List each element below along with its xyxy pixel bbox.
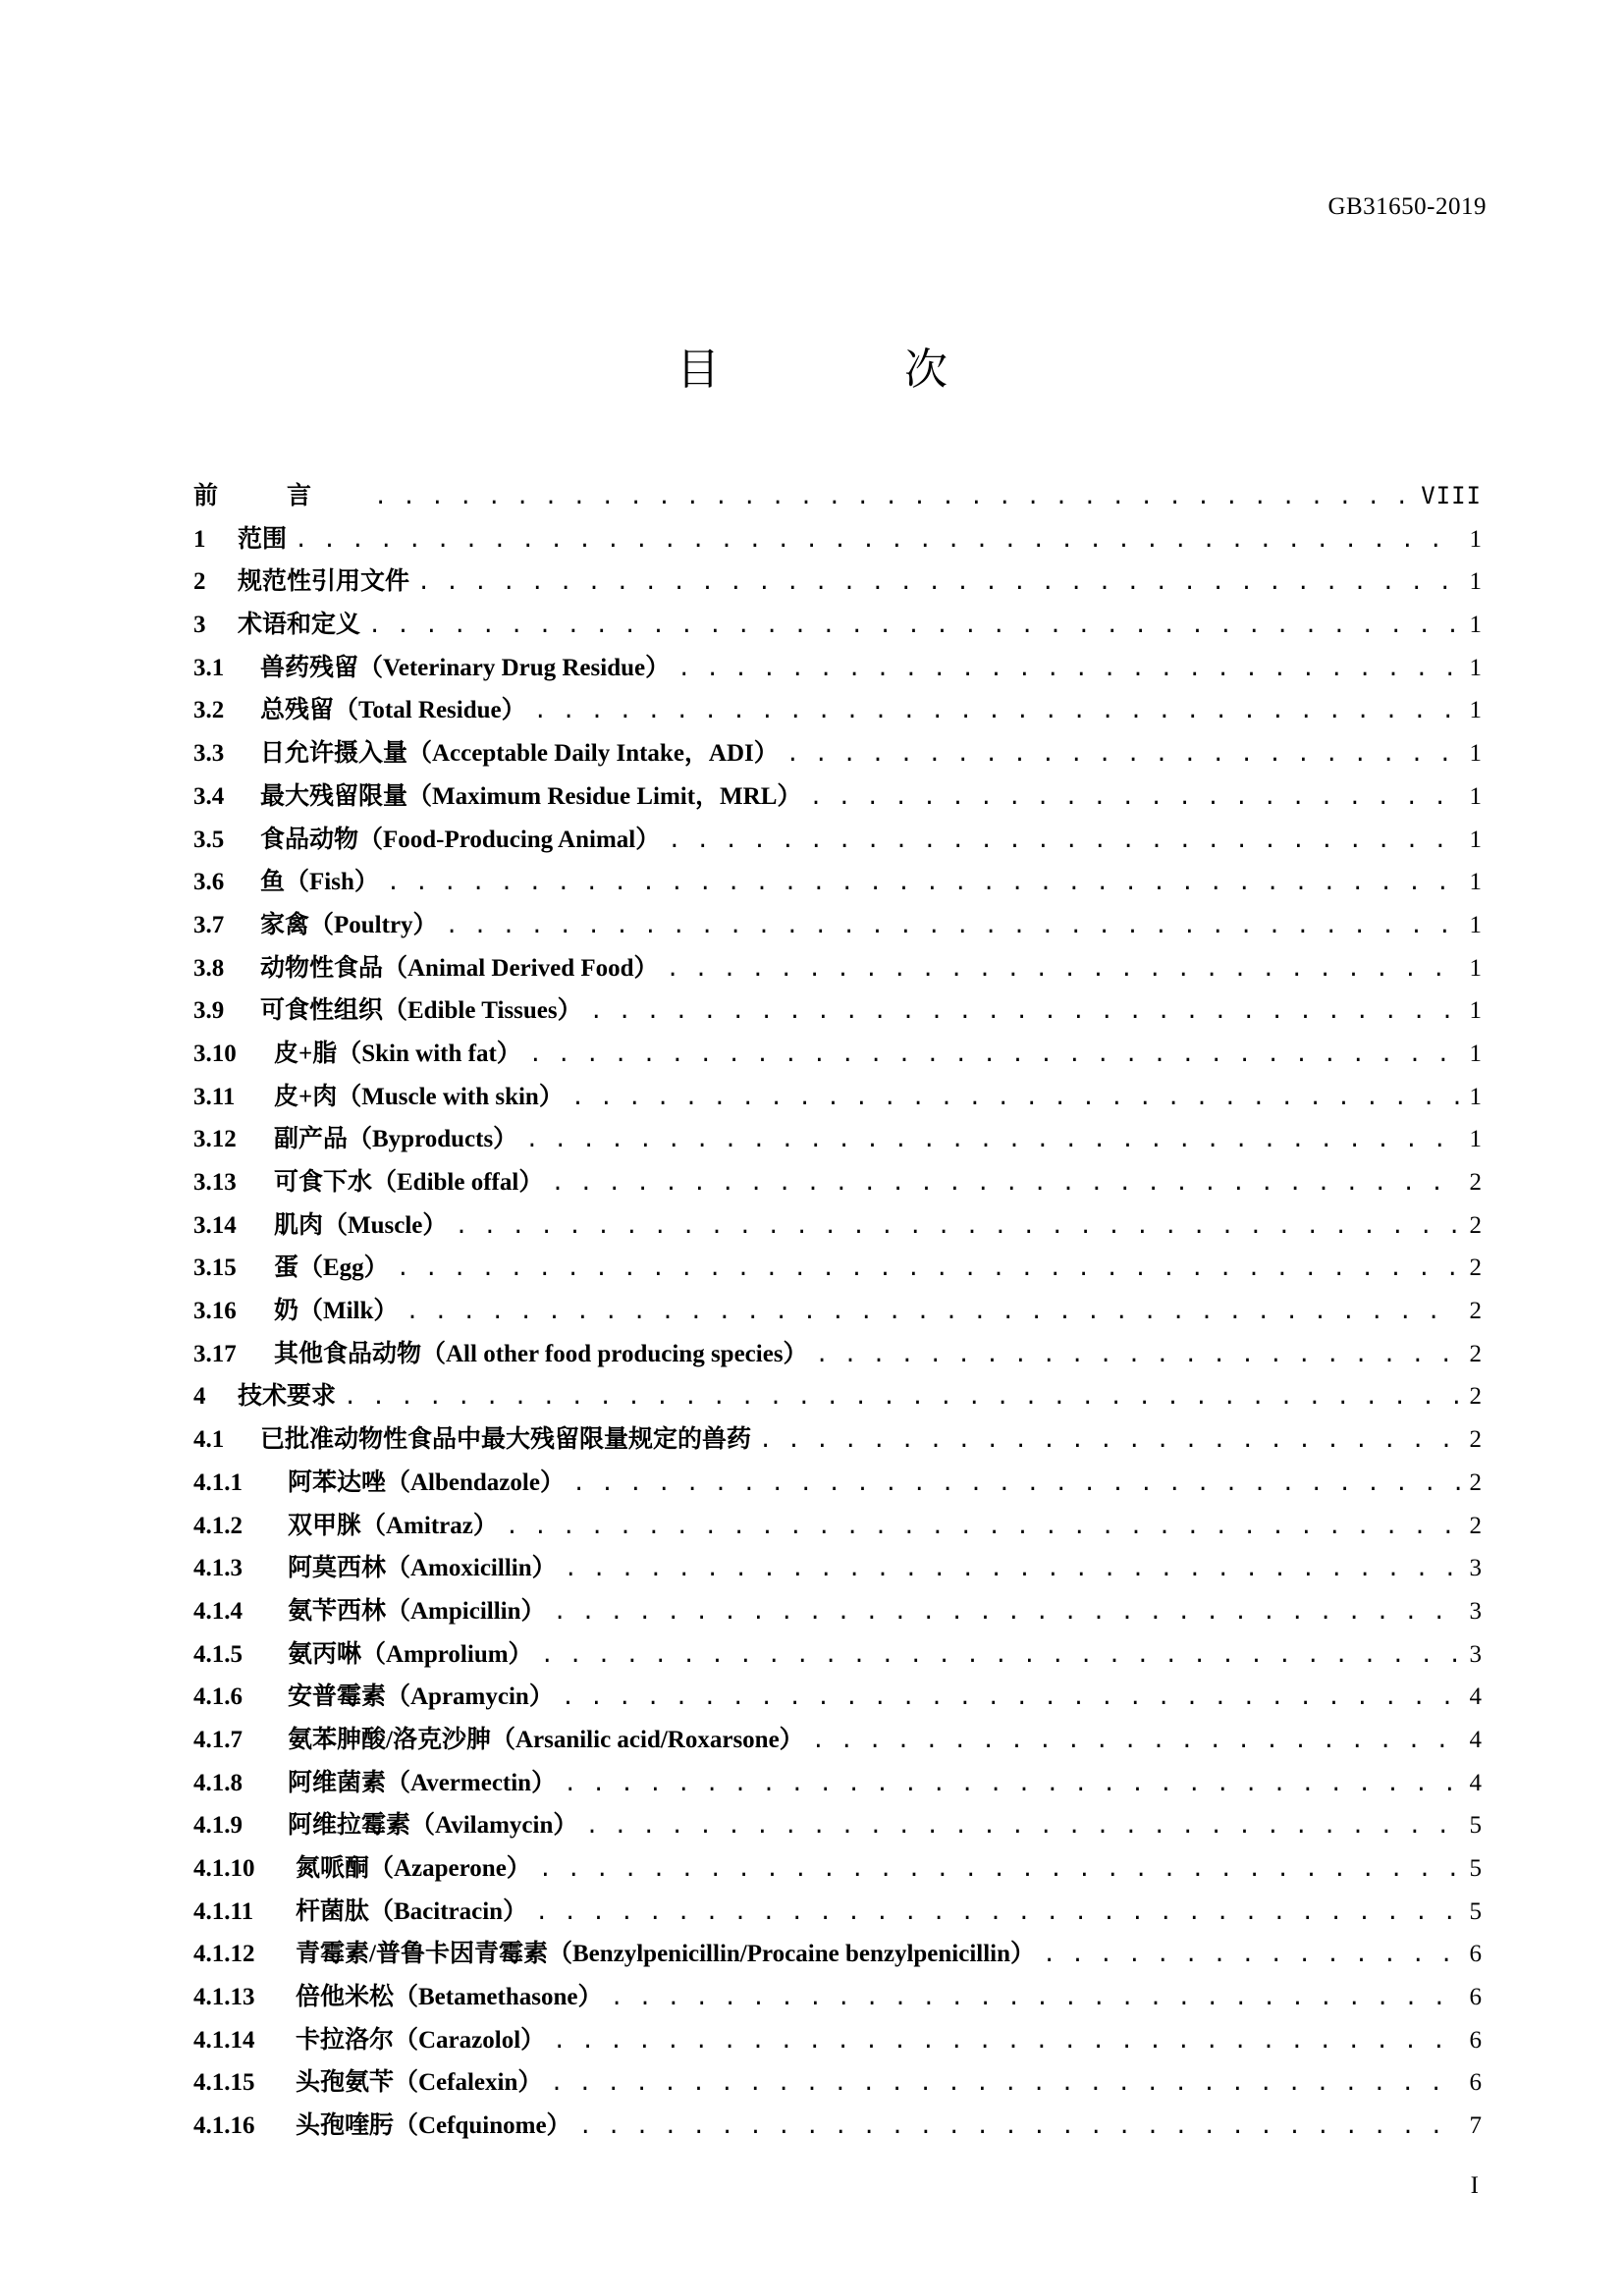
toc-entry-number: 3.1 [193,654,225,681]
toc-dot-leader [529,1034,1460,1077]
toc-entry[interactable] [193,1333,1482,1376]
toc-entry-number: 3.7 [193,911,225,938]
toc-entry[interactable] [193,775,1482,819]
toc-entry[interactable] [193,1161,1482,1204]
toc-entry-page: 1 [1469,740,1482,768]
toc-entry-label: 动物性食品（Animal Derived Food） [260,954,659,982]
toc-entry-page: 1 [1469,869,1482,896]
toc-entry[interactable] [193,1762,1482,1805]
toc-entry[interactable] [193,1247,1482,1290]
toc-dot-leader [374,476,1413,519]
toc-entry-label: 规范性引用文件 [238,568,410,596]
toc-entry-number: 4.1.5 [193,1640,243,1668]
toc-entry-number: 前 [193,483,219,509]
toc-entry[interactable] [193,1891,1482,1934]
toc-entry-number: 3.3 [193,740,225,768]
toc-entry-page: 5 [1469,1812,1482,1840]
toc-dot-leader [368,605,1460,648]
toc-entry[interactable] [193,561,1482,604]
toc-entry[interactable] [193,1505,1482,1548]
toc-entry-label: 阿维菌素（Avermectin） [288,1769,557,1796]
toc-entry-number: 4.1.15 [193,2069,255,2097]
toc-entry-label: 技术要求 [238,1383,337,1411]
toc-entry-number: 4.1.12 [193,1941,255,1968]
toc-entry[interactable] [193,1976,1482,2019]
toc-entry[interactable] [193,947,1482,990]
toc-entry[interactable] [193,2061,1482,2105]
toc-dot-leader [397,1248,1460,1291]
toc-entry-number: 4.1 [193,1426,225,1454]
toc-entry-page: 1 [1469,911,1482,938]
toc-entry-label: 鱼（Fish） [260,869,379,896]
toc-entry-number: 4 [193,1383,206,1411]
toc-entry-label: 奶（Milk） [274,1298,399,1325]
toc-entry-page: 1 [1469,997,1482,1025]
toc-entry-number: 2 [193,568,206,596]
toc-entry-label: 肌肉（Muscle） [274,1211,448,1239]
toc-entry-label: 皮+脂（Skin with fat） [274,1040,521,1067]
toc-dot-leader [553,2020,1460,2063]
toc-entry-page: 5 [1469,1897,1482,1925]
toc-entry-page: 2 [1469,1298,1482,1325]
toc-entry-label: 头孢氨苄（Cefalexin） [296,2069,543,2097]
toc-entry-page: 3 [1469,1555,1482,1582]
toc-entry-page: 6 [1469,2026,1482,2054]
toc-entry-label: 皮+肉（Muscle with skin） [274,1083,564,1110]
toc-entry-label: 氮哌酮（Azaperone） [296,1855,531,1882]
toc-dot-leader [677,648,1460,691]
toc-entry-label: 言 [287,483,367,509]
toc-entry[interactable] [193,904,1482,947]
toc-entry-page: 1 [1469,954,1482,982]
toc-dot-leader [525,1119,1460,1162]
toc-dot-leader [590,990,1460,1034]
toc-entry-number: 4.1.8 [193,1769,243,1796]
toc-entry-label: 术语和定义 [238,612,361,639]
toc-dot-leader [446,905,1460,948]
toc-dot-leader [541,1634,1460,1678]
toc-dot-leader [668,820,1460,863]
toc-entry-label: 范围 [238,525,288,553]
toc-dot-leader [816,1334,1460,1377]
toc-entry-number: 4.1.1 [193,1468,243,1496]
toc-entry-number: 3.8 [193,954,225,982]
toc-entry-number: 3.13 [193,1169,237,1196]
toc-entry[interactable] [193,1847,1482,1891]
toc-entry[interactable] [193,1804,1482,1847]
toc-entry-number: 3.5 [193,826,225,853]
toc-entry-page: 4 [1469,1683,1482,1711]
toc-entry-number: 4.1.13 [193,1984,255,2011]
toc-entry[interactable] [193,861,1482,904]
toc-entry[interactable] [193,518,1482,561]
toc-entry-label: 阿苯达唑（Albendazole） [288,1468,565,1496]
toc-dot-leader [759,1419,1460,1463]
toc-entry-number: 3.10 [193,1040,237,1067]
toc-entry[interactable] [193,1462,1482,1505]
toc-entry-number: 3.6 [193,869,225,896]
toc-entry-label: 可食下水（Edible offal） [274,1169,544,1196]
toc-entry-label: 副产品（Byproducts） [274,1126,518,1153]
toc-entry-page: 1 [1469,697,1482,724]
toc-entry[interactable] [193,1418,1482,1462]
toc-dot-leader [406,1291,1460,1334]
toc-entry-label: 氨丙啉（Amprolium） [288,1640,533,1668]
toc-entry-page: 1 [1469,1040,1482,1067]
toc-entry[interactable] [193,1547,1482,1590]
toc-dot-leader [506,1506,1460,1549]
toc-dot-leader [562,1677,1460,1720]
toc-dot-leader [809,776,1460,820]
toc-dot-leader [387,862,1460,905]
toc-entry-number: 3.16 [193,1298,237,1325]
toc-entry-label: 氨苯胂酸/洛克沙胂（Arsanilic acid/Roxarsone） [288,1726,804,1753]
toc-entry-number: 4.1.16 [193,2112,255,2140]
toc-dot-leader [571,1077,1460,1120]
toc-entry[interactable] [193,989,1482,1033]
toc-entry-page: 6 [1469,1941,1482,1968]
toc-entry-number: 4.1.3 [193,1555,243,1582]
toc-entry-page: 1 [1469,654,1482,681]
toc-entry-label: 青霉素/普鲁卡因青霉素（Benzylpenicillin/Procaine benzylpenicillin） [296,1941,1036,1968]
toc-entry-page: 2 [1469,1468,1482,1496]
toc-entry-label: 家禽（Poultry） [260,911,438,938]
toc-dot-leader [535,1892,1460,1935]
toc-entry[interactable] [193,475,1482,518]
toc-dot-leader [579,2106,1460,2149]
toc-entry-page: 1 [1469,1083,1482,1110]
toc-dot-leader [550,2062,1460,2106]
toc-entry-label: 阿莫西林（Amoxicillin） [288,1555,557,1582]
toc-entry-label: 卡拉洛尔（Carazolol） [296,2026,546,2054]
toc-entry-page: 2 [1469,1383,1482,1411]
toc-entry-number: 4.1.10 [193,1855,255,1882]
toc-entry[interactable] [193,1118,1482,1161]
toc-entry-label: 最大残留限量（Maximum Residue Limit，MRL） [260,782,802,810]
toc-entry[interactable] [193,819,1482,862]
toc-entry[interactable] [193,1204,1482,1248]
toc-entry-number: 3.11 [193,1083,236,1110]
toc-entry-page: 1 [1469,612,1482,639]
toc-dot-leader [812,1720,1460,1763]
standard-code: GB31650-2019 [1327,193,1487,220]
toc-entry[interactable] [193,604,1482,647]
toc-dot-leader [534,690,1460,733]
toc-dot-leader [564,1763,1460,1806]
toc-entry-label: 安普霉素（Apramycin） [288,1683,554,1711]
toc-entry[interactable] [193,1590,1482,1633]
toc-entry[interactable] [193,1933,1482,1976]
toc-entry-label: 双甲脒（Amitraz） [288,1512,498,1539]
toc-entry-page: 2 [1469,1426,1482,1454]
toc-entry-label: 可食性组织（Edible Tissues） [260,997,582,1025]
toc-entry-number: 3.12 [193,1126,237,1153]
toc-entry-number: 3 [193,612,206,639]
toc-entry[interactable] [193,689,1482,732]
toc-entry-page: 1 [1469,525,1482,553]
toc-entry-page: 1 [1469,1126,1482,1153]
page-title: 目 次 [677,345,1018,395]
toc-entry-page: 1 [1469,782,1482,810]
toc-entry-number: 4.1.2 [193,1512,243,1539]
page-number: I [1470,2172,1479,2199]
toc-entry-label: 头孢喹肟（Cefquinome） [296,2112,571,2140]
toc-dot-leader [539,1848,1460,1892]
toc-entry-label: 阿维拉霉素（Avilamycin） [288,1812,578,1840]
toc-entry-label: 氨苄西林（Ampicillin） [288,1597,546,1625]
toc-dot-leader [786,733,1460,776]
toc-entry-page: 2 [1469,1340,1482,1367]
toc-entry-page: 3 [1469,1640,1482,1668]
toc-entry-number: 4.1.11 [193,1897,254,1925]
toc-entry[interactable] [193,732,1482,775]
table-of-contents [193,475,1482,2148]
toc-entry-number: 4.1.6 [193,1683,243,1711]
toc-entry-number: 3.2 [193,697,225,724]
toc-entry-number: 4.1.14 [193,2026,255,2054]
toc-entry[interactable] [193,1033,1482,1076]
toc-entry-number: 4.1.9 [193,1812,243,1840]
toc-entry-number: 4.1.4 [193,1597,243,1625]
toc-entry[interactable] [193,1375,1482,1418]
toc-dot-leader [1043,1934,1460,1977]
toc-entry-number: 4.1.7 [193,1726,243,1753]
toc-entry-page: 3 [1469,1597,1482,1625]
toc-entry[interactable] [193,2019,1482,2062]
toc-entry-label: 杆菌肽（Bacitracin） [296,1897,528,1925]
toc-entry-label: 蛋（Egg） [274,1255,389,1282]
toc-dot-leader [455,1205,1460,1249]
toc-entry-page: 2 [1469,1512,1482,1539]
toc-entry-page: 2 [1469,1255,1482,1282]
toc-entry[interactable] [193,1290,1482,1333]
toc-entry-number: 3.9 [193,997,225,1025]
toc-entry-label: 已批准动物性食品中最大残留限量规定的兽药 [260,1426,752,1454]
toc-entry-page: 1 [1469,826,1482,853]
toc-entry-label: 总残留（Total Residue） [260,697,526,724]
toc-dot-leader [585,1805,1460,1848]
toc-entry-page: VIII [1421,482,1482,509]
toc-entry-page: 7 [1469,2112,1482,2140]
toc-entry[interactable] [193,647,1482,690]
toc-dot-leader [554,1591,1460,1634]
toc-entry[interactable] [193,2105,1482,2148]
toc-dot-leader [417,561,1460,605]
toc-entry-page: 5 [1469,1855,1482,1882]
toc-entry[interactable] [193,1076,1482,1119]
toc-entry-label: 日允许摄入量（Acceptable Daily Intake，ADI） [260,740,779,768]
toc-entry-number: 3.4 [193,782,225,810]
toc-entry-page: 2 [1469,1211,1482,1239]
toc-entry[interactable] [193,1676,1482,1719]
toc-entry-number: 3.17 [193,1340,237,1367]
toc-entry-page: 2 [1469,1169,1482,1196]
toc-dot-leader [610,1977,1460,2020]
toc-dot-leader [565,1548,1460,1591]
toc-dot-leader [572,1463,1460,1506]
toc-dot-leader [667,948,1460,991]
toc-dot-leader [295,519,1460,562]
toc-entry-label: 兽药残留（Veterinary Drug Residue） [260,654,671,681]
toc-entry-number: 3.14 [193,1211,237,1239]
toc-entry-page: 6 [1469,2069,1482,2097]
toc-entry-number: 3.15 [193,1255,237,1282]
toc-dot-leader [344,1376,1460,1419]
toc-entry-number: 1 [193,525,206,553]
toc-entry-page: 4 [1469,1769,1482,1796]
toc-entry-page: 6 [1469,1984,1482,2011]
toc-entry-page: 4 [1469,1726,1482,1753]
toc-entry-label: 食品动物（Food-Producing Animal） [260,826,661,853]
toc-entry[interactable] [193,1719,1482,1762]
toc-entry-page: 1 [1469,568,1482,596]
toc-dot-leader [551,1162,1460,1205]
toc-entry[interactable] [193,1633,1482,1677]
toc-entry-label: 倍他米松（Betamethasone） [296,1984,603,2011]
toc-entry-label: 其他食品动物（All other food producing species） [274,1340,808,1367]
